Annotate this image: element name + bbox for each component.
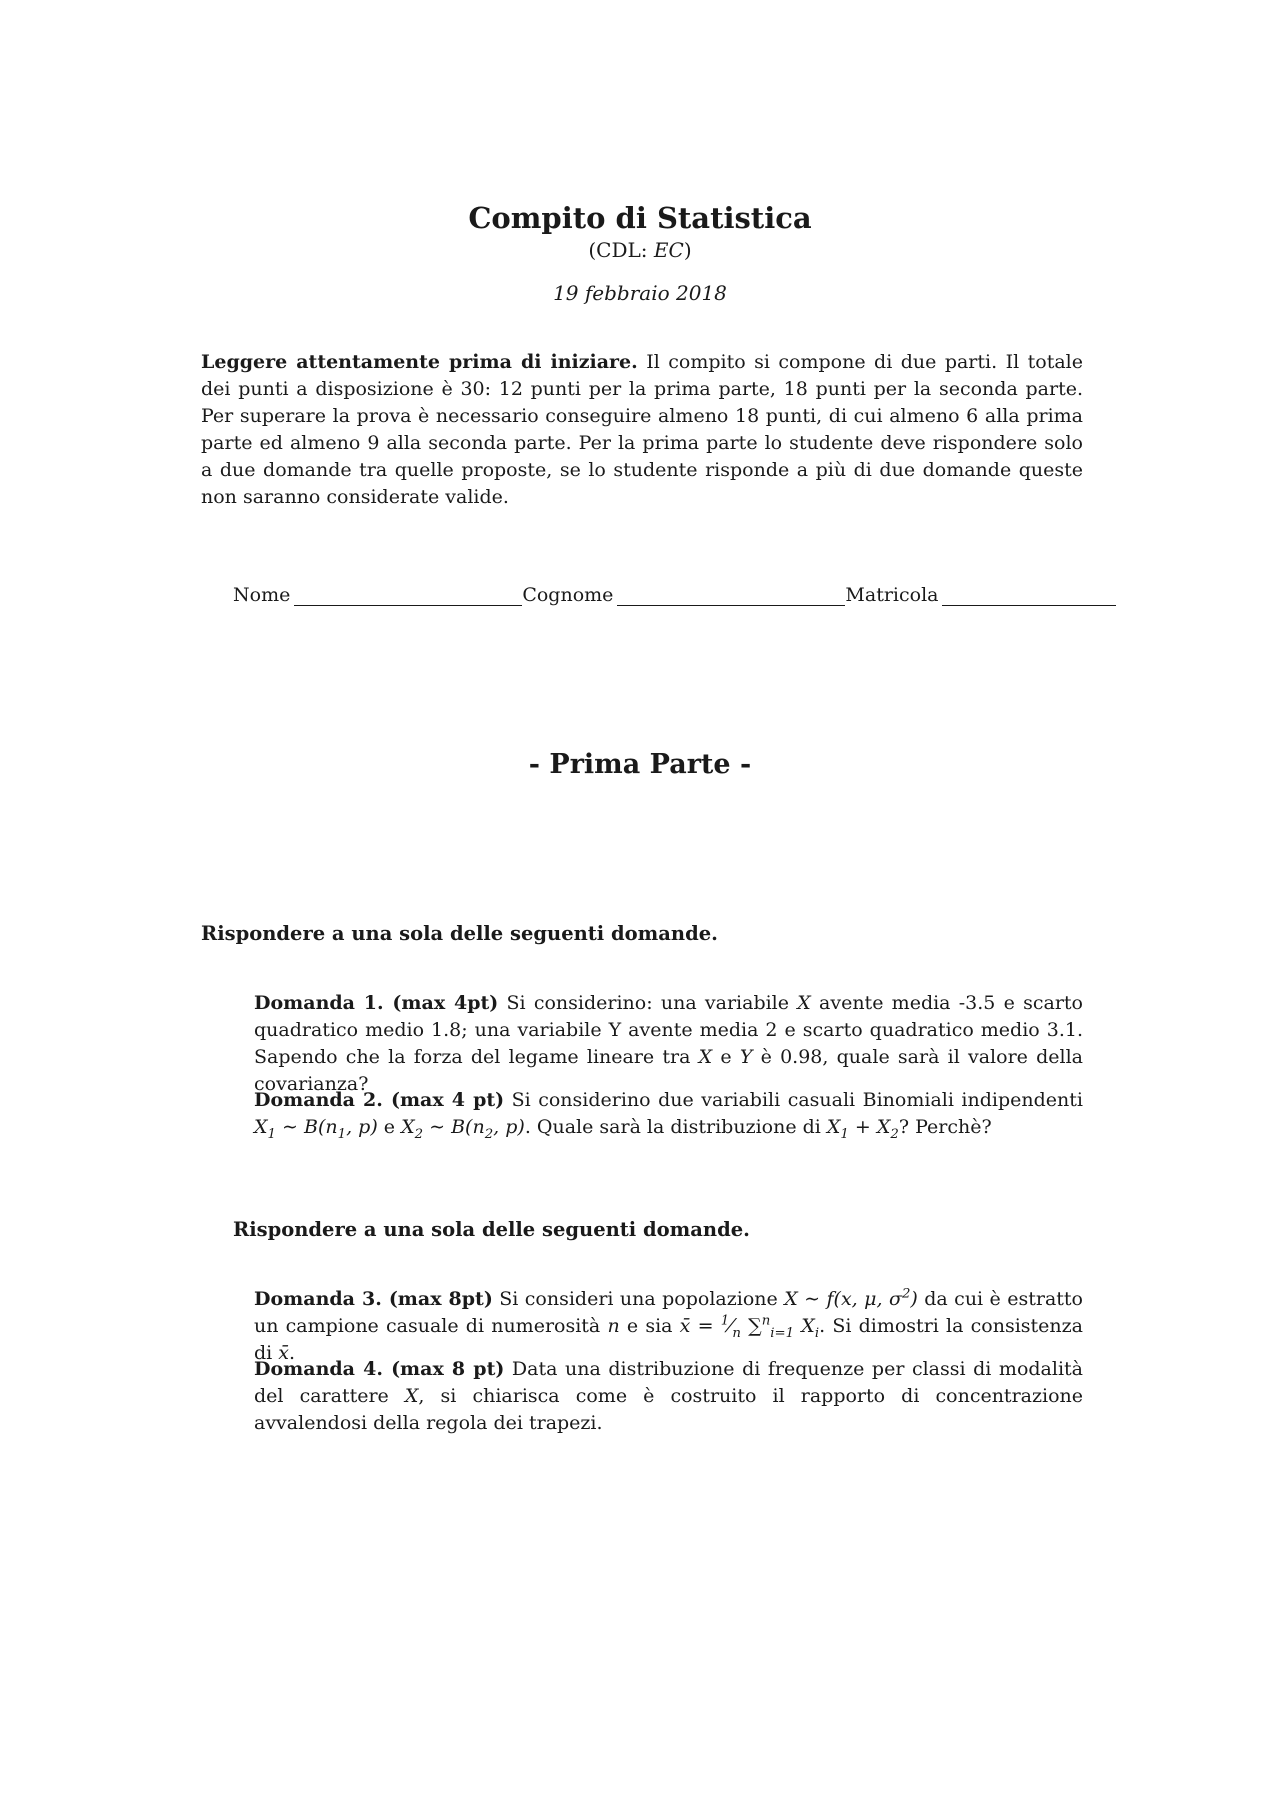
cognome-line <box>617 585 845 606</box>
instructions-paragraph <box>201 349 1083 511</box>
question-1: Domanda 1. (max 4pt) Si considerino: una variabile X avente media -3.5 e scarto quadratico medio 1.8; una variabile Y avente media 2 e scarto quadratico medio 3.1. Sapendo che la forza del legame lineare tra X e Y è 0.98, quale sarà il valore della covarianza? <box>254 992 1083 1095</box>
section-heading-2: Rispondere a una sola delle seguenti domande. <box>233 1218 750 1241</box>
instructions-text: Il compito si compone di due parti. Il totale dei punti a disposizione è 30: 12 punti per la prima parte, 18 punti per la seconda parte. Per superare la prova è necessario conseguire almeno 18 punti, di cui almeno 6 alla prima parte ed almeno 9 alla seconda parte. Per la prima parte lo studente deve rispondere solo a due domande tra quelle proposte, se lo studente risponde a più di due domande queste non saranno considerate valide. <box>201 351 1083 508</box>
question-2-label: Domanda 2. (max 4 pt) <box>254 1089 505 1111</box>
question-4-label: Domanda 4. (max 8 pt) <box>254 1358 505 1380</box>
question-4: Domanda 4. (max 8 pt) Data una distribuzione di frequenze per classi di modalità del carattere X, si chiarisca come è costruito il rapporto di concentrazione avvalendosi della regola dei trapezi. <box>254 1358 1083 1434</box>
student-fields <box>233 584 1116 606</box>
page-title: Compito di Statistica <box>468 201 812 235</box>
course-label: (CDL: EC) <box>588 238 692 262</box>
question-3: Domanda 3. (max 8pt) Si consideri una popolazione X ∼ f(x, μ, $\sigma^2$) da cui è estratto un campione casuale di numerosità n e sia x̄ = $^1⁄_n$ ∑$^n_{i=1}$ $X_i$. Si dimostri la consistenza di x̄. <box>254 1286 1083 1364</box>
matricola-line <box>942 585 1116 606</box>
section-heading-1: Rispondere a una sola delle seguenti domande. <box>201 922 718 945</box>
part-title: - Prima Parte - <box>528 749 752 780</box>
question-2: Domanda 2. (max 4 pt) Si considerino due variabili casuali Binomiali indipendenti $X_1$ ∼ $B(n_1$, p) e $X_2$ ∼ $B(n_2$, p). Quale sarà la distribuzione di $X_1 + X_2$? Perchè? <box>254 1089 1083 1142</box>
question-1-label: Domanda 1. (max 4pt) <box>254 992 499 1014</box>
cognome-label: Cognome <box>522 584 614 606</box>
question-3-label: Domanda 3. (max 8pt) <box>254 1288 493 1310</box>
matricola-label: Matricola <box>845 584 939 606</box>
nome-label: Nome <box>233 584 291 606</box>
instructions-lead: Leggere attentamente prima di iniziare. <box>201 351 638 373</box>
exam-date: 19 febbraio 2018 <box>553 281 727 305</box>
nome-line <box>294 585 522 606</box>
